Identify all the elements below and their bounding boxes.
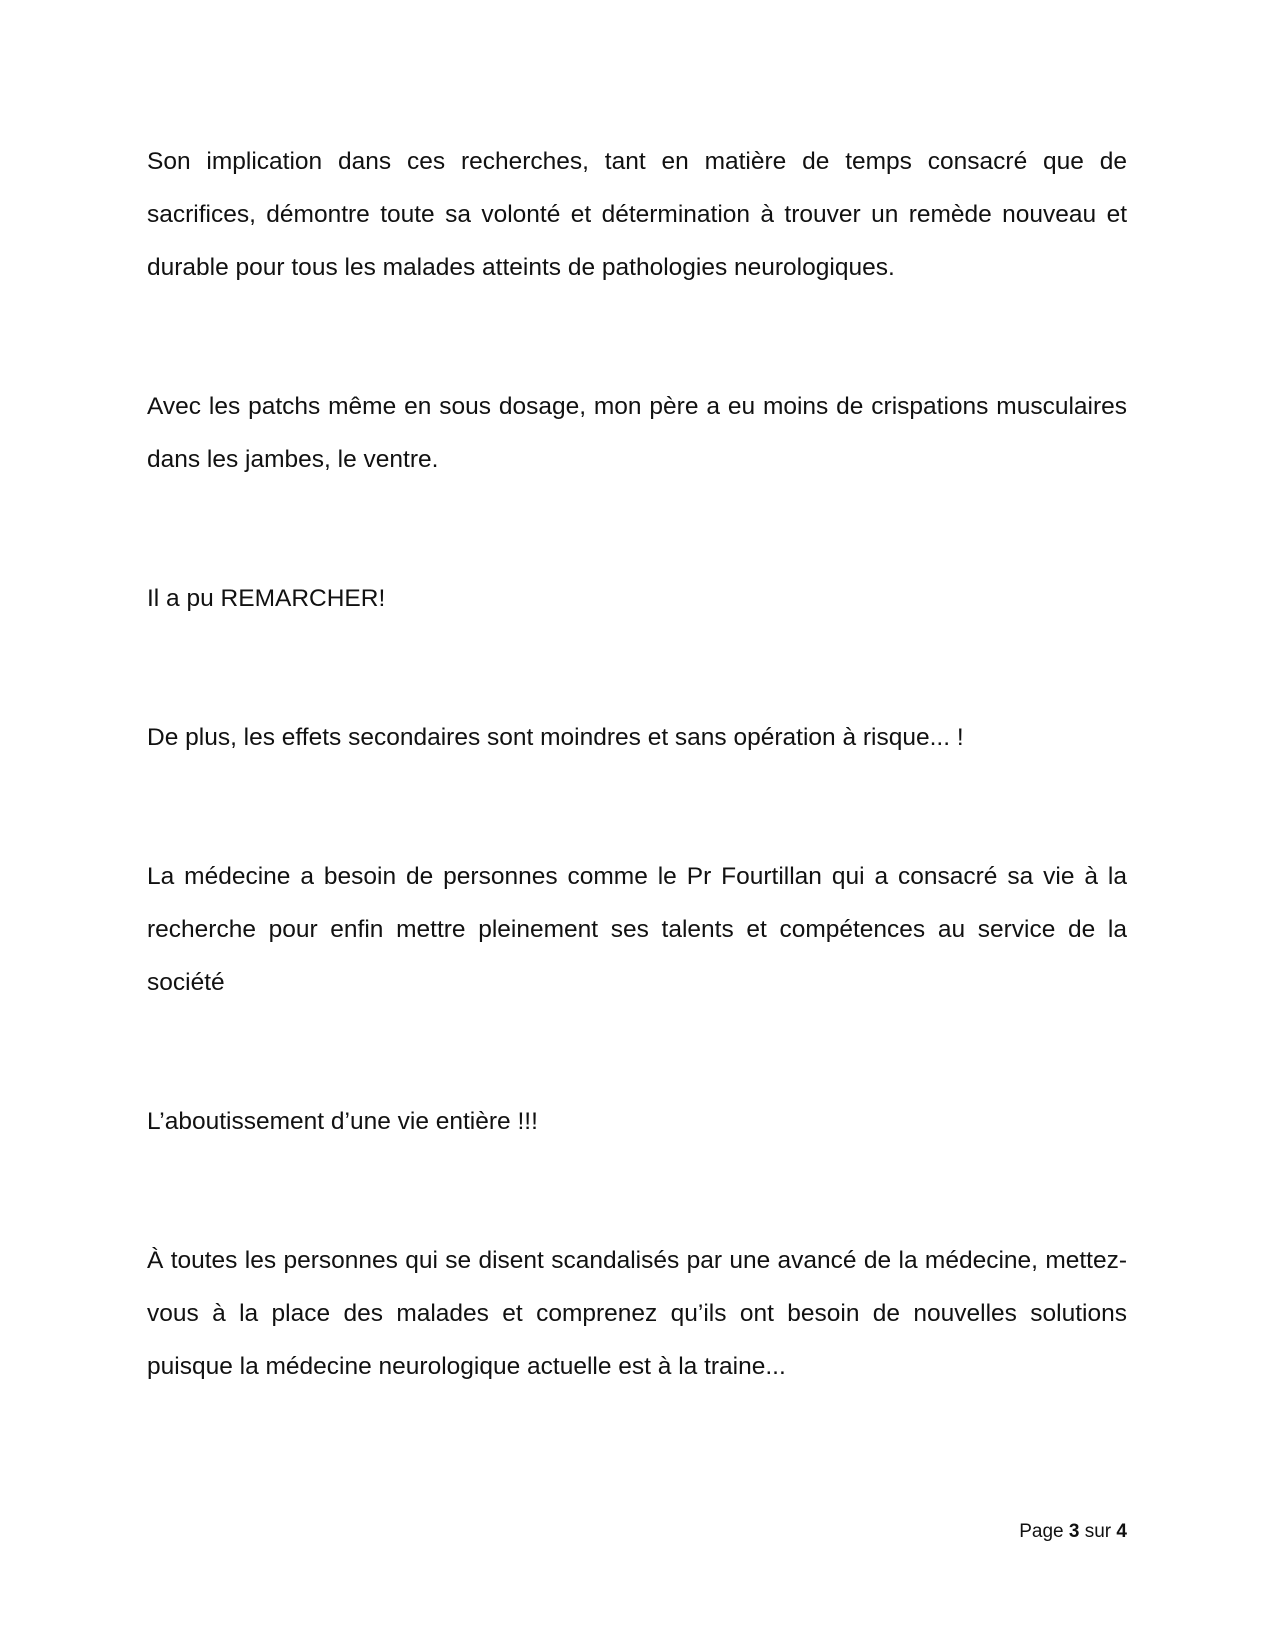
page-separator: sur <box>1084 1521 1112 1542</box>
document-body <box>147 135 1127 1393</box>
current-page-number: 3 <box>1068 1521 1080 1542</box>
paragraph-2: Avec les patchs même en sous dosage, mon père a eu moins de crispations musculaires dans les jambes, le ventre. <box>147 393 1127 473</box>
page-label: Page <box>1019 1521 1064 1542</box>
page-number-footer <box>1019 1520 1127 1544</box>
total-pages-number: 4 <box>1116 1521 1127 1542</box>
paragraph-7: À toutes les personnes qui se disent scandalisés par une avancé de la médecine, mettez-vous à la place des malades et comprenez qu’ils ont besoin de nouvelles solutions puisque la médecine neurologique actuelle est à la traine... <box>147 1247 1127 1380</box>
paragraph-5: La médecine a besoin de personnes comme le Pr Fourtillan qui a consacré sa vie à la recherche pour enfin mettre pleinement ses talents et compétences au service de la société <box>147 863 1127 996</box>
paragraph-6: L’aboutissement d’une vie entière !!! <box>147 1108 538 1135</box>
paragraph-1: Son implication dans ces recherches, tant en matière de temps consacré que de sacrifices, démontre toute sa volonté et détermination à trouver un remède nouveau et durable pour tous les malades atteints de pathologies neurologiques. <box>147 148 1127 281</box>
paragraph-4: De plus, les effets secondaires sont moindres et sans opération à risque... ! <box>147 724 964 751</box>
paragraph-3: Il a pu REMARCHER! <box>147 585 386 612</box>
